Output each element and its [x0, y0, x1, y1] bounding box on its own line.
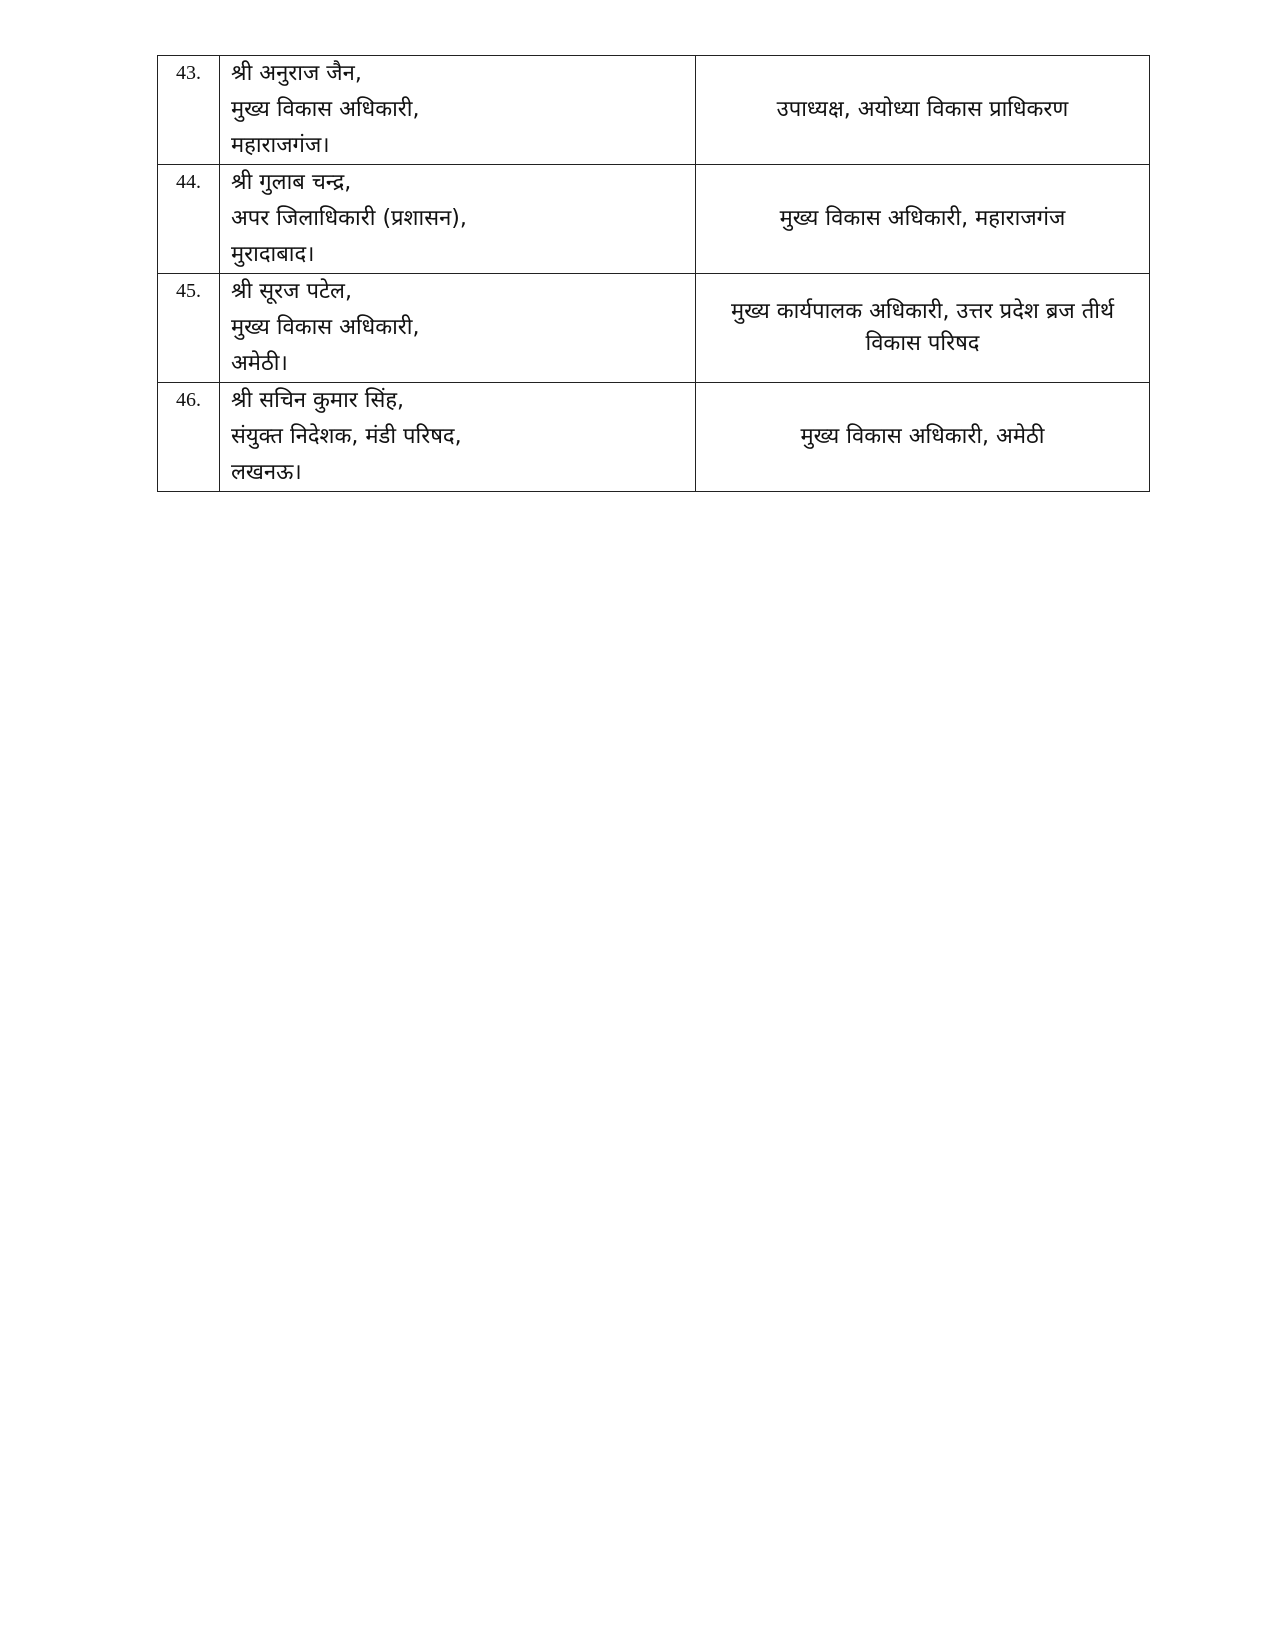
officer-name: श्री सूरज पटेल, — [231, 279, 352, 304]
officer-details — [220, 165, 696, 274]
table-row — [158, 383, 1150, 492]
officer-details — [220, 274, 696, 383]
table-row — [158, 56, 1150, 165]
current-post: मुख्य विकास अधिकारी, — [231, 315, 420, 340]
current-location: अमेठी। — [231, 351, 288, 376]
new-posting: मुख्य कार्यपालक अधिकारी, उत्तर प्रदेश ब्रज तीर्थ विकास परिषद — [696, 274, 1150, 383]
new-posting: उपाध्यक्ष, अयोध्या विकास प्राधिकरण — [696, 56, 1150, 165]
new-posting: मुख्य विकास अधिकारी, महाराजगंज — [696, 165, 1150, 274]
serial-number: 45. — [158, 274, 220, 383]
current-post: संयुक्त निदेशक, मंडी परिषद, — [231, 424, 462, 449]
officer-name: श्री सचिन कुमार सिंह, — [231, 388, 404, 413]
current-location: लखनऊ। — [231, 460, 302, 485]
officer-details — [220, 56, 696, 165]
current-post: मुख्य विकास अधिकारी, — [231, 97, 420, 122]
officer-name: श्री गुलाब चन्द्र, — [231, 170, 352, 195]
current-post: अपर जिलाधिकारी (प्रशासन), — [231, 206, 467, 231]
current-location: मुरादाबाद। — [231, 242, 315, 267]
officer-name: श्री अनुराज जैन, — [231, 61, 362, 86]
new-posting: मुख्य विकास अधिकारी, अमेठी — [696, 383, 1150, 492]
table-row — [158, 274, 1150, 383]
serial-number: 46. — [158, 383, 220, 492]
serial-number: 44. — [158, 165, 220, 274]
table-row — [158, 165, 1150, 274]
transfer-table — [157, 55, 1150, 492]
officer-details — [220, 383, 696, 492]
current-location: महाराजगंज। — [231, 133, 330, 158]
serial-number: 43. — [158, 56, 220, 165]
